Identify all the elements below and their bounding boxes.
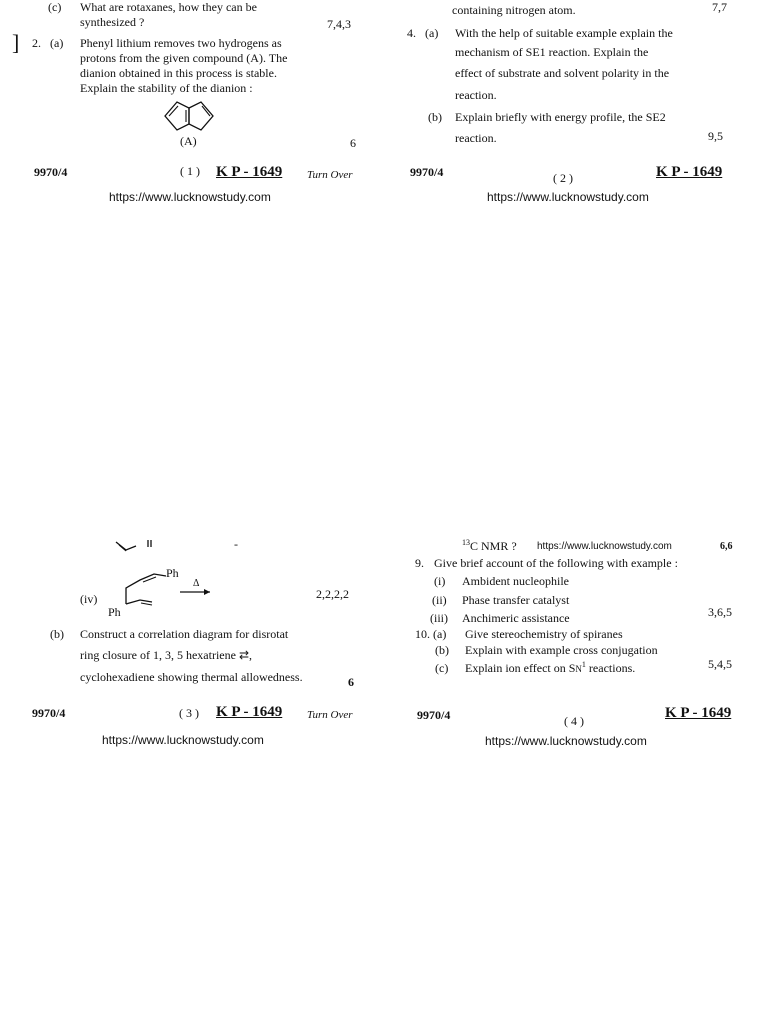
q2-line1: Phenyl lithium removes two hydrogens as (80, 36, 282, 50)
page1-exam-code: 9970/4 (34, 165, 68, 179)
q10a-text: Give stereochemistry of spiranes (465, 627, 623, 641)
pentalene-structure-drawing (155, 98, 225, 136)
page4-number: ( 4 ) (564, 714, 584, 728)
q3b-line1: Construct a correlation diagram for disrotat (80, 627, 289, 641)
q3-marks: 7,7 (712, 0, 727, 14)
q2-line4: Explain the stability of the dianion : (80, 81, 253, 95)
q2-line3: dianion obtained in this process is stable. (80, 66, 277, 80)
diphenyl-hexatriene-drawing (112, 570, 216, 610)
q2-marks: 6 (350, 136, 356, 150)
q9i-text: Ambident nucleophile (462, 574, 569, 588)
nmr-marks: 6,6 (720, 541, 733, 552)
q10a-label: 10. (a) (415, 627, 447, 641)
page4-url[interactable]: https://www.lucknowstudy.com (485, 734, 647, 748)
q9-number: 9. (415, 556, 424, 570)
nmr-url-overlay[interactable]: https://www.lucknowstudy.com (537, 541, 672, 552)
ph-bottom-label: Ph (108, 605, 121, 619)
q9ii-label: (ii) (432, 593, 447, 607)
page3-url[interactable]: https://www.lucknowstudy.com (102, 733, 264, 747)
q10c-label: (c) (435, 661, 449, 675)
nmr-superscript: 13 (462, 538, 470, 547)
q1c-line2: synthesized ? (80, 15, 145, 29)
page4-exam-code: 9970/4 (417, 708, 451, 722)
q9ii-text: Phase transfer catalyst (462, 593, 570, 607)
q4a-line4: reaction. (455, 88, 497, 102)
compound-a-label: (A) (180, 134, 197, 148)
q4-marks: 9,5 (708, 129, 723, 143)
page3-dash: - (234, 537, 238, 551)
q2-number: 2. (32, 36, 41, 50)
q10c-text: Explain ion effect on $SN^1$ reactions. (465, 660, 636, 675)
q4-number: 4. (407, 26, 416, 40)
q4a-line2: mechanism of SE1 reaction. Explain the (455, 45, 649, 59)
heat-delta-symbol: Δ (193, 578, 200, 589)
page2-number: ( 2 ) (553, 171, 573, 185)
q10b-text: Explain with example cross conjugation (465, 643, 658, 657)
page3-turn-over: Turn Over (307, 709, 353, 721)
page1-turn-over: Turn Over (307, 169, 353, 181)
q9iii-label: (iii) (430, 611, 448, 625)
q4b-label: (b) (428, 110, 442, 124)
q3iv-marks: 2,2,2,2 (316, 587, 349, 601)
page3-kp-code: K P - 1649 (216, 704, 283, 720)
q9iii-text: Anchimeric assistance (462, 611, 570, 625)
page2-url[interactable]: https://www.lucknowstudy.com (487, 190, 649, 204)
page1-number: ( 1 ) (180, 164, 200, 178)
q3b-label: (b) (50, 627, 64, 641)
q3b-line3: cyclohexadiene showing thermal allowedness. (80, 670, 303, 684)
q1c-line1: What are rotaxanes, how they can be (80, 0, 257, 14)
q10-marks: 5,4,5 (708, 657, 732, 671)
q1-marks: 7,4,3 (327, 17, 351, 31)
q4a-label: (a) (425, 26, 439, 40)
triene-fragment-drawing (112, 538, 160, 554)
q4a-line1: With the help of suitable example explain the (455, 26, 673, 40)
nmr-line (462, 539, 517, 554)
page3-exam-code: 9970/4 (32, 706, 66, 720)
q3-tail-text: containing nitrogen atom. (452, 3, 576, 17)
q10b-label: (b) (435, 643, 449, 657)
q2-line2: protons from the given compound (A). The (80, 51, 288, 65)
q4a-line3: effect of substrate and solvent polarity in the (455, 66, 670, 80)
page4-kp-code: K P - 1649 (665, 705, 732, 721)
q9-marks: 3,6,5 (708, 605, 732, 619)
page3-number: ( 3 ) (179, 706, 199, 720)
q4b-line2: reaction. (455, 131, 497, 145)
q4b-line1: Explain briefly with energy profile, the SE2 (455, 110, 666, 124)
q3b-marks: 6 (348, 675, 354, 689)
q1c-label: (c) (48, 0, 62, 14)
page2-kp-code: K P - 1649 (656, 164, 723, 180)
q3iv-label: (iv) (80, 592, 98, 606)
q2a-label: (a) (50, 36, 64, 50)
ph-top-label: Ph (166, 566, 179, 580)
page1-url[interactable]: https://www.lucknowstudy.com (109, 190, 271, 204)
q9-text: Give brief account of the following with example : (434, 556, 678, 570)
q9i-label: (i) (434, 574, 446, 588)
q3b-line2: ring closure of 1, 3, 5 hexatriene ⇄, (80, 648, 253, 662)
margin-bracket: ] (12, 30, 20, 55)
page1-kp-code: K P - 1649 (216, 164, 283, 180)
nmr-text: C NMR ? (470, 539, 517, 553)
page2-exam-code: 9970/4 (410, 165, 444, 179)
